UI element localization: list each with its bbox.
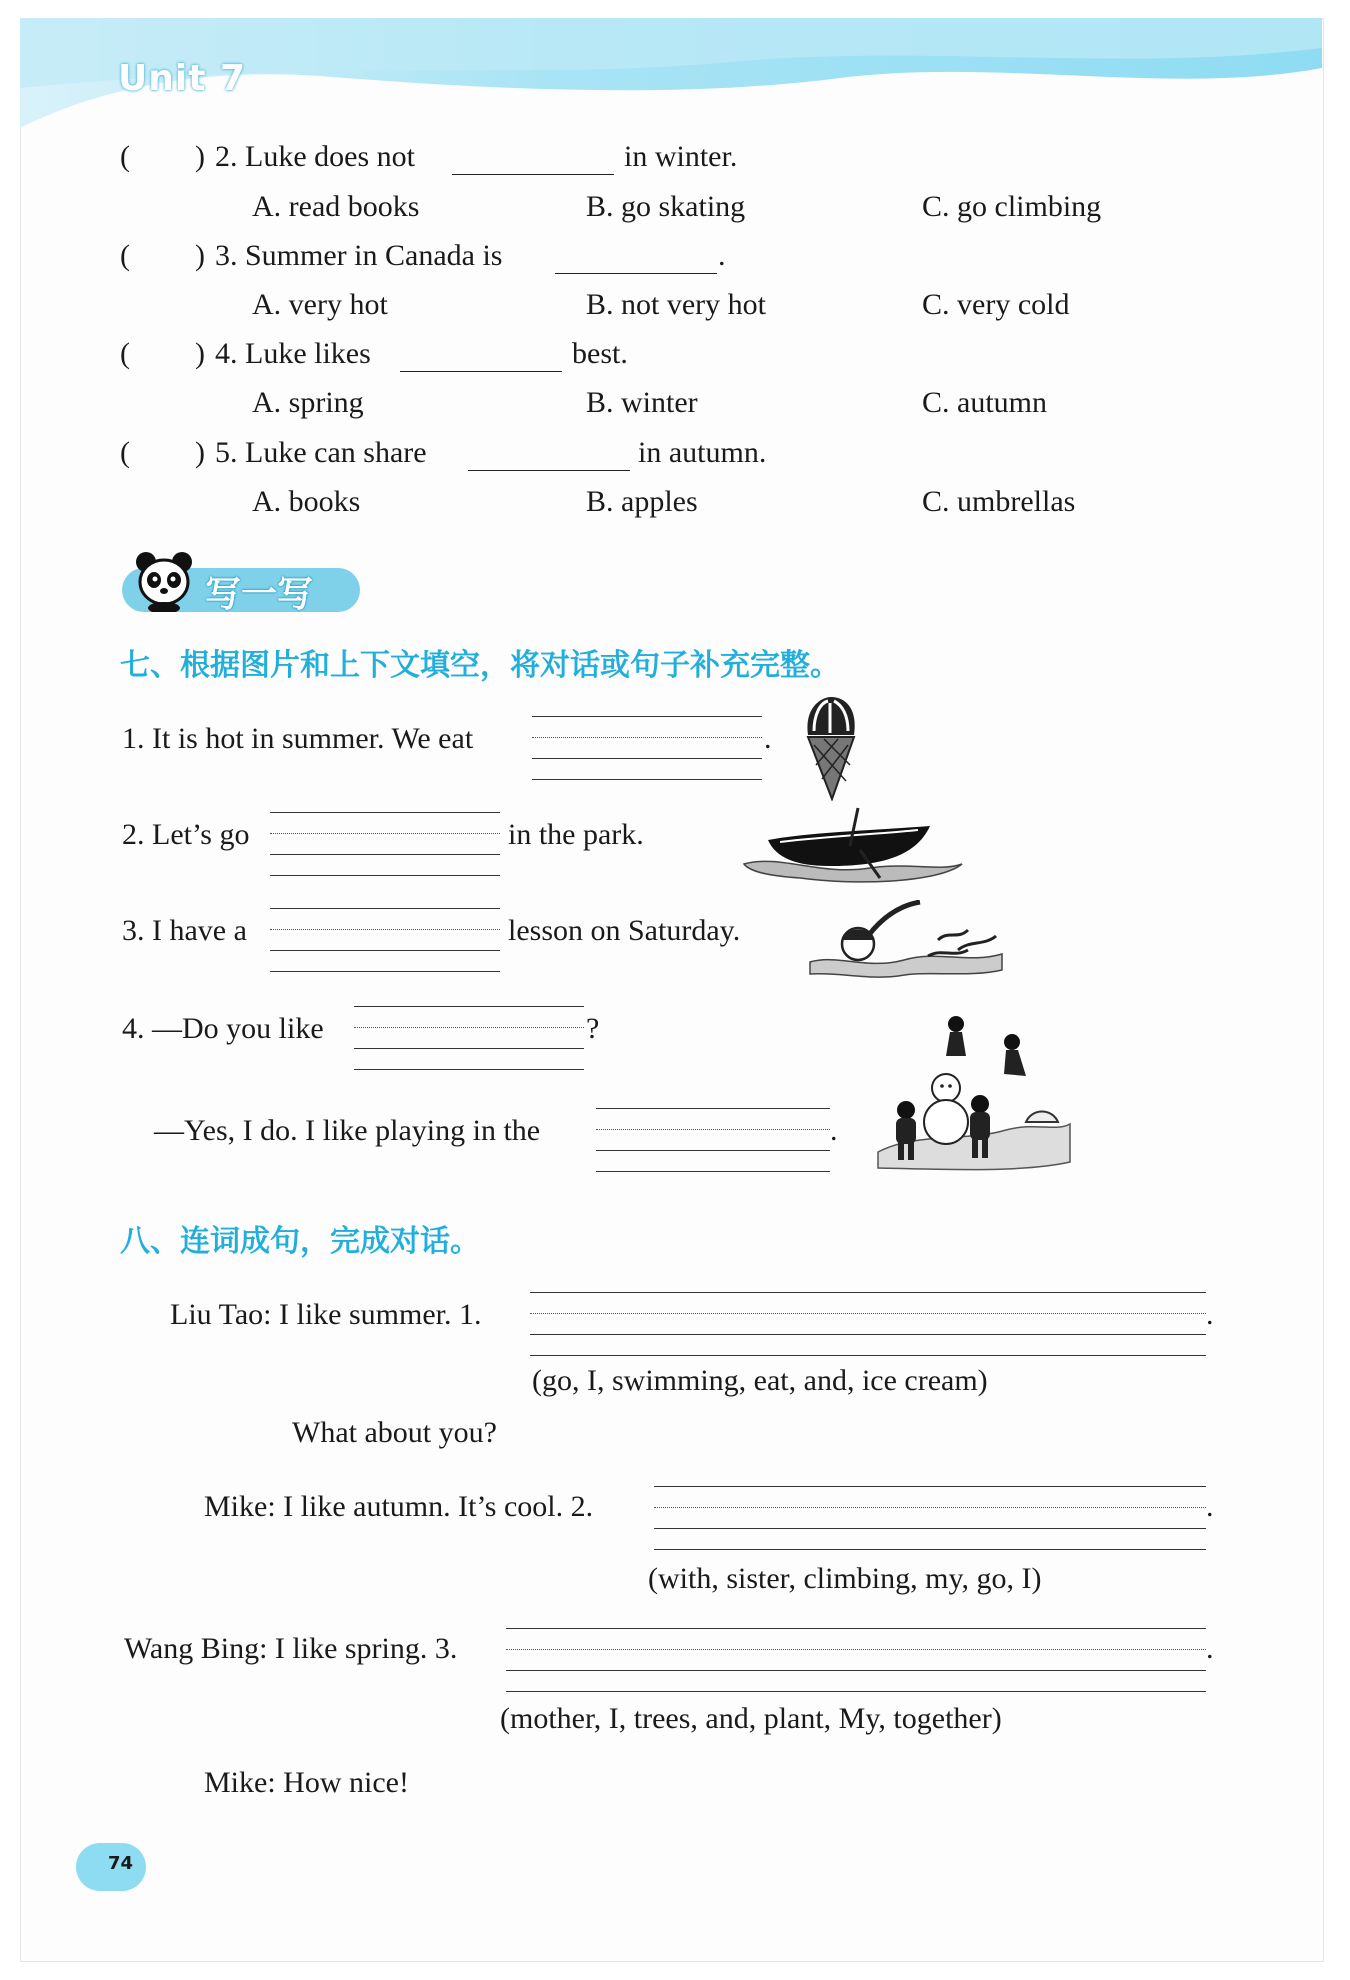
word-hint-1: (go, I, swimming, eat, and, ice cream) [532,1364,988,1397]
option-b: B. not very hot [586,288,766,321]
snowman-children-icon [876,1012,1072,1172]
option-c: C. umbrellas [922,485,1076,518]
fill-q1-end: . [764,722,772,755]
answer-paren-open: ( [120,239,130,272]
option-a: A. books [252,485,361,518]
question-stem: 5. Luke can share [215,436,427,469]
option-b: B. apples [586,485,698,518]
boat-icon [740,806,966,886]
question-stem: 4. Luke likes [215,337,371,370]
answer-paren-open: ( [120,140,130,173]
option-a: A. very hot [252,288,388,321]
fill-q2-text: 2. Let’s go [122,818,250,851]
dialogue-line-1-end: . [1206,1298,1214,1331]
answer-paren-close: ) [195,337,205,370]
answer-blank[interactable] [555,273,717,274]
dialogue-line-1: Liu Tao: I like summer. 1. [170,1298,482,1331]
question-stem-end: in autumn. [638,436,767,469]
panda-icon [132,548,196,612]
dialogue-line-2-end: . [1206,1490,1214,1523]
question-stem: 3. Summer in Canada is [215,239,503,272]
unit-title: Unit 7 [118,58,246,99]
swimmer-icon [808,900,1004,980]
option-c: C. go climbing [922,190,1102,223]
fill-q3-end: lesson on Saturday. [508,914,741,947]
page-number: 74 [108,1853,134,1874]
option-a: A. read books [252,190,420,223]
question-stem-end: best. [572,337,628,370]
answer-paren-close: ) [195,239,205,272]
answer-paren-close: ) [195,140,205,173]
fill-q1-text: 1. It is hot in summer. We eat [122,722,474,755]
answer-paren-open: ( [120,436,130,469]
option-c: C. very cold [922,288,1070,321]
dialogue-line-3-end: . [1206,1632,1214,1665]
answer-blank[interactable] [468,470,630,471]
dialogue-line-4: Mike: How nice! [204,1766,409,1799]
dialogue-line-2: Mike: I like autumn. It’s cool. 2. [204,1490,594,1523]
question-stem-end: in winter. [624,140,738,173]
fill-q2-end: in the park. [508,818,644,851]
write-badge-label: 写一写 [205,574,314,615]
answer-paren-close: ) [195,436,205,469]
option-b: B. go skating [586,190,746,223]
question-stem: 2. Luke does not [215,140,415,173]
dialogue-line-3: Wang Bing: I like spring. 3. [124,1632,458,1665]
option-b: B. winter [586,386,698,419]
fill-q4b-text: —Yes, I do. I like playing in the [154,1114,541,1147]
fill-q4b-end: . [830,1114,838,1147]
answer-paren-open: ( [120,337,130,370]
word-hint-2: (with, sister, climbing, my, go, I) [648,1562,1042,1595]
answer-blank[interactable] [452,174,614,175]
answer-blank[interactable] [400,371,562,372]
fill-q4-text: 4. —Do you like [122,1012,324,1045]
question-stem-end: . [718,239,726,272]
word-hint-3: (mother, I, trees, and, plant, My, together) [500,1702,1002,1735]
dialogue-line-1b: What about you? [292,1416,497,1449]
section-8-title: 八、连词成句，完成对话。 [120,1224,480,1259]
fill-q3-text: 3. I have a [122,914,247,947]
section-7-title: 七、根据图片和上下文填空，将对话或句子补充完整。 [120,648,840,683]
ice-cream-icon [800,695,862,801]
fill-q4-end: ? [586,1012,600,1045]
option-c: C. autumn [922,386,1047,419]
option-a: A. spring [252,386,364,419]
